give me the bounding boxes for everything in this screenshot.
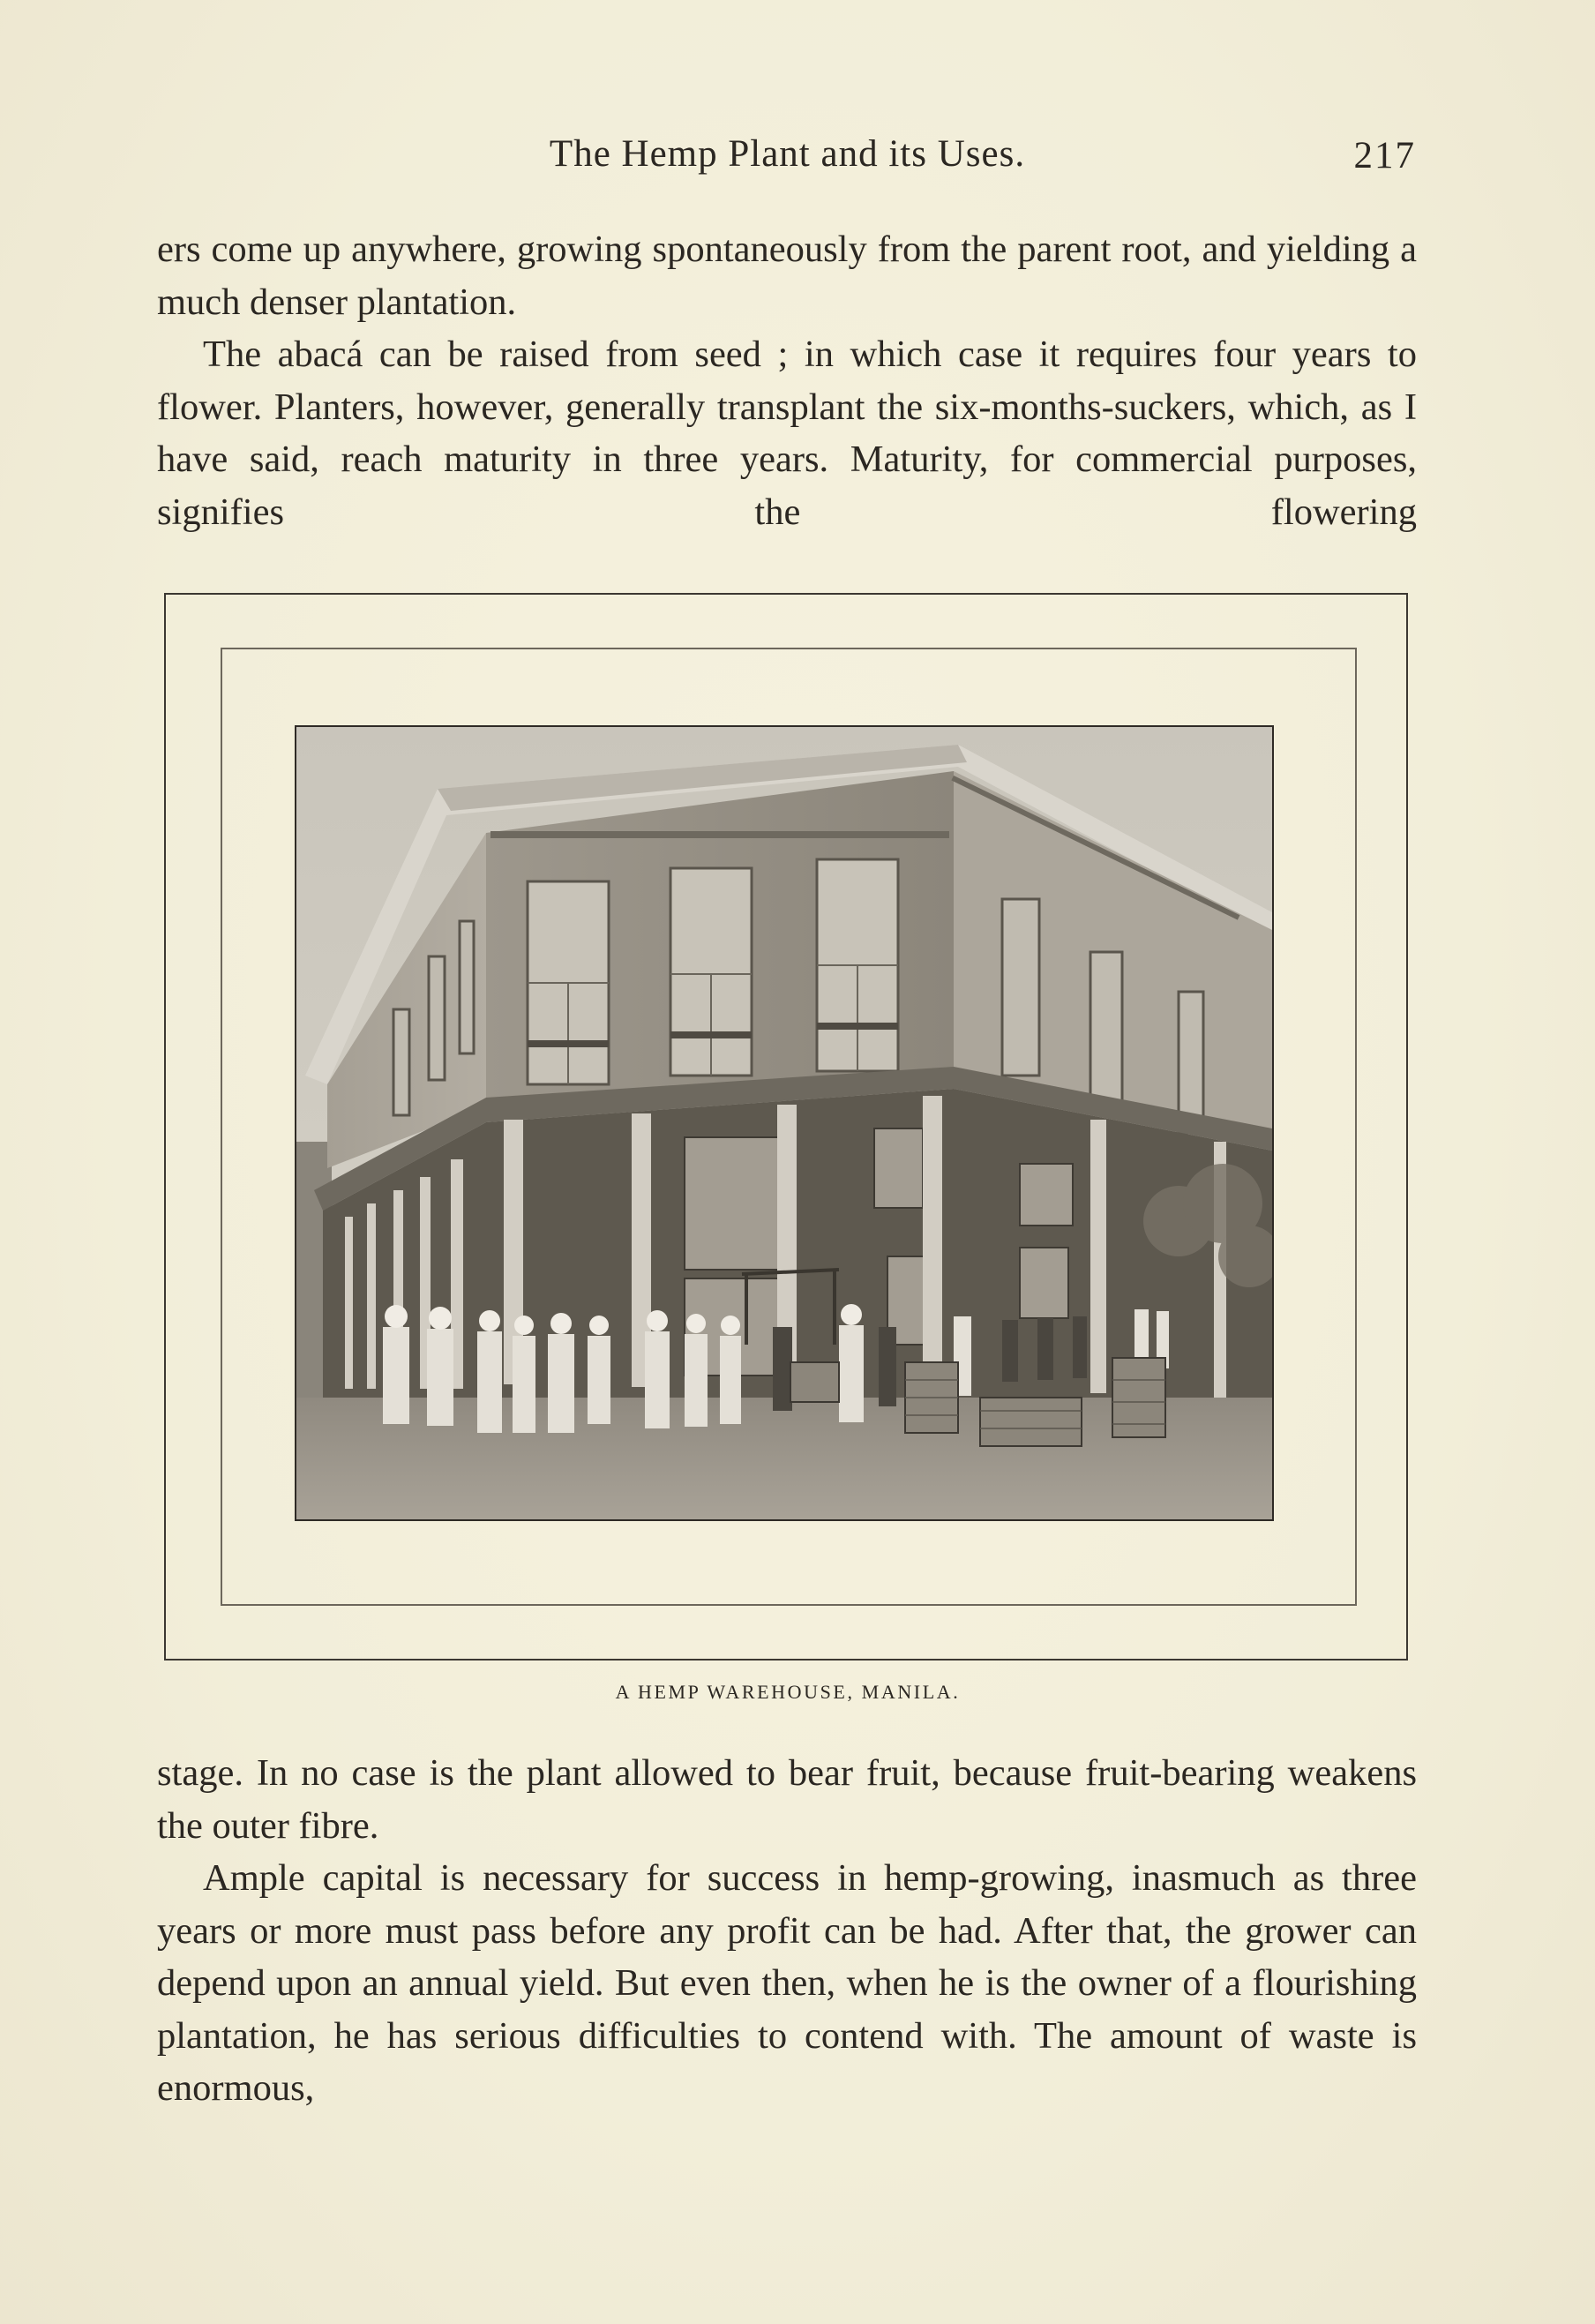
paragraph: Ample capital is necessary for success in hemp-growing, inasmuch as three years or more must pass before any profit can be had. After that, the grower can depend upon an annual yield. But even then, when he is the owner of a flourishing plantation, he has serious difficulties to contend with. The amount of waste is enormous,	[157, 1857, 1417, 2109]
page-number: 217	[1353, 135, 1416, 176]
warehouse-photograph	[295, 725, 1274, 1521]
body-text-top	[157, 223, 1417, 538]
paragraph: The abacá can be raised from seed ; in which case it requires four years to flower. Planters, however, generally transplant the six-months-suckers, which, as I have said, reach maturity in three years. Maturity, for commercial purposes, signifies the flowering	[157, 334, 1417, 533]
paragraph-continued: ers come up anywhere, growing spontaneously from the parent root, and yielding a much denser plantation.	[157, 229, 1417, 323]
body-text-bottom	[157, 1747, 1417, 2115]
running-title: The Hemp Plant and its Uses.	[549, 133, 1026, 175]
paragraph-continued: stage. In no case is the plant allowed to bear fruit, because fruit-bearing weakens the outer fibre.	[157, 1752, 1417, 1847]
figure-caption: A HEMP WAREHOUSE, MANILA.	[615, 1681, 961, 1703]
running-head	[159, 132, 1416, 185]
